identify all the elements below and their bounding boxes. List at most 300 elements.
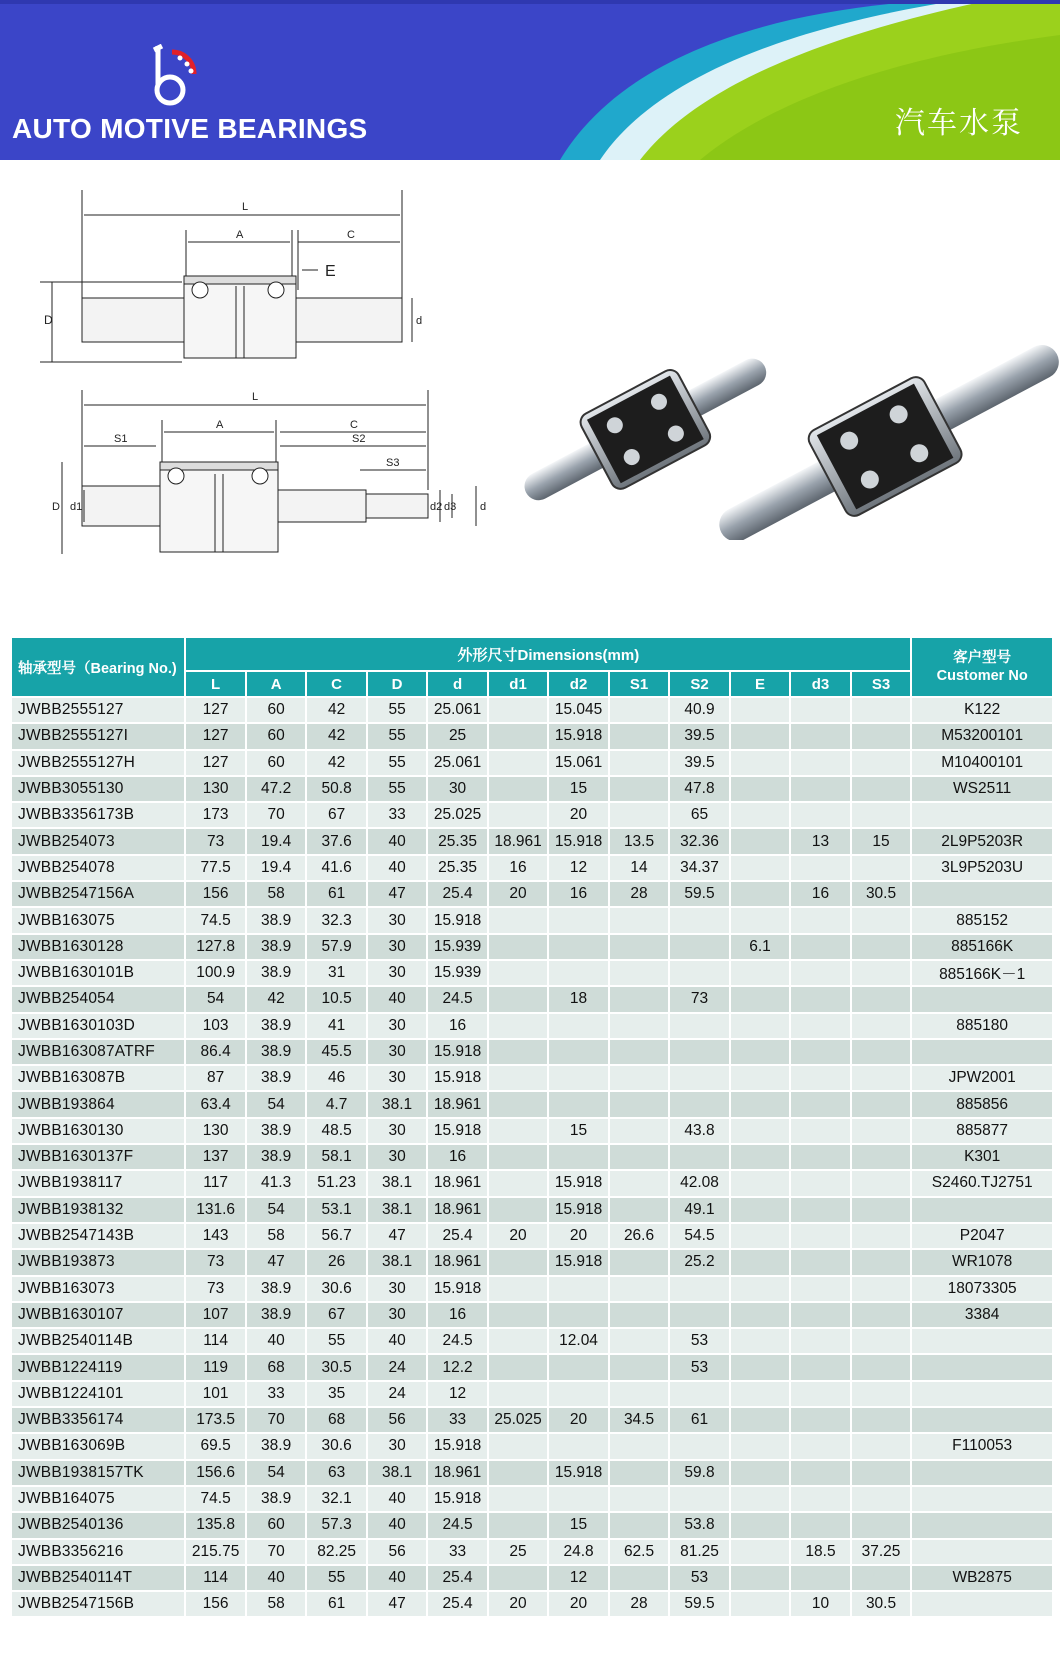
customer-no-cell: M10400101 [912, 751, 1052, 775]
dimension-cell: 156 [186, 882, 244, 906]
dimension-cell: 38.9 [247, 961, 305, 985]
table-row [12, 1277, 1052, 1301]
dimension-cell: 73 [186, 829, 244, 853]
customer-no-cell: 885877 [912, 1119, 1052, 1143]
dimension-cell: 53.1 [307, 1198, 365, 1222]
dimension-cell: 40 [368, 1566, 426, 1590]
dimension-cell [610, 751, 668, 775]
dimension-cell: 60 [247, 1513, 305, 1537]
dimension-cell [852, 1014, 911, 1038]
customer-no-cell [912, 1198, 1052, 1222]
dimension-cell: 20 [549, 1224, 607, 1248]
dimension-cell: 15.918 [549, 1250, 607, 1274]
dimension-cell: 25.4 [428, 1592, 486, 1616]
dimension-cell [489, 1014, 547, 1038]
bearing-model-cell: JWBB163087ATRF [12, 1040, 184, 1064]
dimension-cell [731, 1329, 789, 1353]
dimension-cell [489, 1303, 547, 1327]
dimension-cell: 15 [852, 829, 911, 853]
dimension-cell [852, 1198, 911, 1222]
bearing-model-cell: JWBB254054 [12, 987, 184, 1011]
dimension-cell: 15.918 [549, 1198, 607, 1222]
dimension-cell [852, 1408, 911, 1432]
dimension-cell [852, 803, 911, 827]
dimension-cell: 32.36 [670, 829, 728, 853]
dimension-cell [610, 1461, 668, 1485]
dimension-cell: 15.918 [549, 724, 607, 748]
dimension-cell: 18.961 [428, 1198, 486, 1222]
dimension-cell: 25.4 [428, 1566, 486, 1590]
customer-no-cell: 885166K－1 [912, 961, 1052, 985]
dimension-cell [852, 1277, 911, 1301]
dimension-cell [791, 856, 849, 880]
dimension-cell: 173 [186, 803, 244, 827]
dimension-cell: 127.8 [186, 935, 244, 959]
dimension-cell: 15.918 [428, 1066, 486, 1090]
dimension-cell [670, 1382, 728, 1406]
dimension-cell: 40 [247, 1329, 305, 1353]
customer-no-cell: K301 [912, 1145, 1052, 1169]
dimension-cell [731, 1355, 789, 1379]
dimension-cell [610, 777, 668, 801]
dimension-cell: 15.918 [428, 1277, 486, 1301]
customer-no-cell: WS2511 [912, 777, 1052, 801]
dimension-cell: 15 [549, 777, 607, 801]
dimension-cell [731, 1145, 789, 1169]
dimension-cell: 63 [307, 1461, 365, 1485]
dimension-cell [731, 1066, 789, 1090]
dimension-cell [610, 961, 668, 985]
dimension-cell [489, 698, 547, 722]
dimension-cell [489, 803, 547, 827]
dimension-cell: 107 [186, 1303, 244, 1327]
dimension-cell: 49.1 [670, 1198, 728, 1222]
dimension-cell [489, 1513, 547, 1537]
dimension-cell: 24.5 [428, 1329, 486, 1353]
dimension-cell [852, 1461, 911, 1485]
dimension-cell: 63.4 [186, 1092, 244, 1116]
dimension-cell [852, 1382, 911, 1406]
customer-no-cell [912, 1355, 1052, 1379]
customer-no-cell: 885166K [912, 935, 1052, 959]
dimension-cell [489, 777, 547, 801]
dimension-cell: 38.9 [247, 1487, 305, 1511]
dimension-cell: 60 [247, 751, 305, 775]
dimension-cell: 39.5 [670, 751, 728, 775]
bearing-model-cell: JWBB2540114T [12, 1566, 184, 1590]
table-row [12, 1303, 1052, 1327]
dimension-cell: 47 [368, 1224, 426, 1248]
bearing-model-cell: JWBB1630101B [12, 961, 184, 985]
dimension-cell [489, 1119, 547, 1143]
dimension-cell: 70 [247, 803, 305, 827]
table-row [12, 777, 1052, 801]
bearing-model-cell: JWBB1938117 [12, 1171, 184, 1195]
dimension-cell: 18.961 [428, 1092, 486, 1116]
dimension-cell [670, 1487, 728, 1511]
dimension-cell: 117 [186, 1171, 244, 1195]
svg-text:d: d [416, 315, 423, 327]
svg-text:d3: d3 [444, 501, 457, 513]
dimension-cell: 33 [368, 803, 426, 827]
bearing-model-cell: JWBB2540114B [12, 1329, 184, 1353]
dimension-cell: 57.9 [307, 935, 365, 959]
bearing-model-cell: JWBB3055130 [12, 777, 184, 801]
dimension-cell: 135.8 [186, 1513, 244, 1537]
dimension-cell: 34.5 [610, 1408, 668, 1432]
dimension-cell: 14 [610, 856, 668, 880]
bearing-model-cell: JWBB3356173B [12, 803, 184, 827]
dimension-cell: 55 [307, 1329, 365, 1353]
dimension-cell: 25.061 [428, 751, 486, 775]
dimension-cell [731, 698, 789, 722]
dimension-cell: 15 [549, 1513, 607, 1537]
table-row [12, 751, 1052, 775]
dimension-cell: 12 [428, 1382, 486, 1406]
dimension-cell [852, 987, 911, 1011]
dimension-cell: 16 [489, 856, 547, 880]
dimension-cell [610, 1145, 668, 1169]
dimension-cell: 25.025 [428, 803, 486, 827]
dimension-cell: 100.9 [186, 961, 244, 985]
dimension-cell [549, 1014, 607, 1038]
dimension-cell: 38.9 [247, 1434, 305, 1458]
customer-no-cell [912, 803, 1052, 827]
dimension-cell [852, 1434, 911, 1458]
dimension-cell [489, 1461, 547, 1485]
dimension-cell: 46 [307, 1066, 365, 1090]
dimension-cell: 42.08 [670, 1171, 728, 1195]
dimension-cell: 61 [307, 1592, 365, 1616]
dimension-cell [852, 856, 911, 880]
table-row [12, 1171, 1052, 1195]
dimension-cell [731, 1250, 789, 1274]
dimension-cell [670, 1145, 728, 1169]
table-row [12, 1145, 1052, 1169]
dimension-cell [549, 1434, 607, 1458]
customer-no-cell [912, 1487, 1052, 1511]
dimension-cell [791, 987, 849, 1011]
dimension-cell: 30 [368, 1066, 426, 1090]
dimension-cell: 55 [368, 777, 426, 801]
dimension-cell: 86.4 [186, 1040, 244, 1064]
dimension-cell: 30 [368, 1014, 426, 1038]
dimension-cell: 26.6 [610, 1224, 668, 1248]
dimension-cell [549, 1145, 607, 1169]
dimension-cell: 47 [368, 882, 426, 906]
dimension-cell: 15.918 [549, 1171, 607, 1195]
dimension-cell [489, 751, 547, 775]
bearing-model-cell: JWBB3356216 [12, 1540, 184, 1564]
dimension-cell: 137 [186, 1145, 244, 1169]
dimension-cell [731, 1382, 789, 1406]
bearing-model-cell: JWBB193864 [12, 1092, 184, 1116]
header-customer-cn: 客户型号 [953, 650, 1012, 666]
dimension-cell [610, 1092, 668, 1116]
dimension-cell: 19.4 [247, 856, 305, 880]
dimension-cell: 4.7 [307, 1092, 365, 1116]
dimension-cell [489, 961, 547, 985]
dimension-cell [489, 1250, 547, 1274]
dimension-cell: 58 [247, 1592, 305, 1616]
dimension-cell: 18.961 [489, 829, 547, 853]
dimension-cell [731, 1408, 789, 1432]
dimension-cell: 40 [247, 1566, 305, 1590]
dimension-cell [791, 698, 849, 722]
dimension-cell: 19.4 [247, 829, 305, 853]
dimension-cell: 15.918 [428, 1040, 486, 1064]
dimension-cell [791, 1040, 849, 1064]
dimension-cell: 33 [247, 1382, 305, 1406]
dimension-cell [670, 1014, 728, 1038]
dimension-cell [731, 1014, 789, 1038]
bearing-model-cell: JWBB163073 [12, 1277, 184, 1301]
dimension-cell [549, 961, 607, 985]
dimension-cell [489, 1566, 547, 1590]
dimension-cell: 47.2 [247, 777, 305, 801]
dimension-cell [852, 1040, 911, 1064]
svg-text:d1: d1 [70, 501, 83, 513]
dimension-cell: 127 [186, 698, 244, 722]
dimension-cell: 40 [368, 1513, 426, 1537]
dimension-cell: 55 [307, 1566, 365, 1590]
dimension-cell [670, 1277, 728, 1301]
table-row [12, 1566, 1052, 1590]
dimension-cell: 38.1 [368, 1171, 426, 1195]
dimension-cell: 61 [307, 882, 365, 906]
dimension-cell: 45.5 [307, 1040, 365, 1064]
dimension-cell: 58 [247, 882, 305, 906]
customer-no-cell: 3384 [912, 1303, 1052, 1327]
dimension-cell: 30.6 [307, 1434, 365, 1458]
dimension-cell [731, 882, 789, 906]
dimension-cell [731, 1566, 789, 1590]
dimension-cell: 70 [247, 1408, 305, 1432]
dimension-cell: 35 [307, 1382, 365, 1406]
dimension-cell [610, 1198, 668, 1222]
dimension-cell: 25 [489, 1540, 547, 1564]
dimension-cell [731, 1303, 789, 1327]
dimension-cell [489, 724, 547, 748]
dimension-cell: 24 [368, 1355, 426, 1379]
dimension-cell: 16 [428, 1145, 486, 1169]
dimension-cell: 25.2 [670, 1250, 728, 1274]
dimension-cell [670, 935, 728, 959]
dimension-cell: 16 [791, 882, 849, 906]
table-row [12, 987, 1052, 1011]
dimension-cell: 40 [368, 856, 426, 880]
table-row [12, 1329, 1052, 1353]
dimension-cell [791, 1303, 849, 1327]
customer-no-cell: 885180 [912, 1014, 1052, 1038]
dimension-cell: 12 [549, 856, 607, 880]
table-row [12, 1382, 1052, 1406]
header-customer-en: Customer No [936, 668, 1028, 684]
dimension-cell [852, 1566, 911, 1590]
svg-text:L: L [252, 391, 259, 403]
customer-no-cell: WR1078 [912, 1250, 1052, 1274]
dimension-cell: 10 [791, 1592, 849, 1616]
dimension-cell [852, 1171, 911, 1195]
dimension-cell: 54 [247, 1461, 305, 1485]
dimension-cell [610, 1487, 668, 1511]
dimension-cell: 25.35 [428, 856, 486, 880]
dimension-cell [852, 1224, 911, 1248]
dimension-cell [610, 1434, 668, 1458]
table-row [12, 1487, 1052, 1511]
dimension-cell: 215.75 [186, 1540, 244, 1564]
bearing-model-cell: JWBB1630128 [12, 935, 184, 959]
header-customer-no [912, 638, 1052, 696]
header-dimensions: 外形尺寸Dimensions(mm) [186, 638, 910, 670]
column-header: d3 [791, 672, 849, 696]
dimension-cell: 13.5 [610, 829, 668, 853]
dimension-cell: 55 [368, 698, 426, 722]
dimension-cell: 156.6 [186, 1461, 244, 1485]
dimension-cell: 30.5 [852, 1592, 911, 1616]
dimension-cell: 81.25 [670, 1540, 728, 1564]
bearing-dimension-diagram [0, 190, 520, 600]
dimension-cell: 30 [368, 1040, 426, 1064]
dimension-cell [852, 961, 911, 985]
bearing-model-cell: JWBB1224101 [12, 1382, 184, 1406]
dimension-cell [791, 1355, 849, 1379]
dimension-cell [791, 1277, 849, 1301]
customer-no-cell: JPW2001 [912, 1066, 1052, 1090]
dimension-cell: 38.9 [247, 908, 305, 932]
dimension-cell: 74.5 [186, 908, 244, 932]
table-row [12, 829, 1052, 853]
dimension-cell: 53 [670, 1329, 728, 1353]
customer-no-cell [912, 1513, 1052, 1537]
dimension-cell: 18 [549, 987, 607, 1011]
dimension-cell [731, 1461, 789, 1485]
dimension-cell: 25.061 [428, 698, 486, 722]
dimension-cell [852, 1066, 911, 1090]
column-header: d [428, 672, 486, 696]
dimension-cell [791, 1487, 849, 1511]
dimension-cell: 40 [368, 829, 426, 853]
bearing-model-cell: JWBB1630130 [12, 1119, 184, 1143]
dimension-cell: 47.8 [670, 777, 728, 801]
dimension-cell [731, 1198, 789, 1222]
dimension-cell [489, 1066, 547, 1090]
dimension-cell: 20 [549, 1408, 607, 1432]
dimension-cell: 20 [549, 1592, 607, 1616]
bearing-model-cell: JWBB1630137F [12, 1145, 184, 1169]
bearing-model-cell: JWBB2555127 [12, 698, 184, 722]
dimension-cell: 28 [610, 882, 668, 906]
dimension-cell: 65 [670, 803, 728, 827]
dimension-cell [610, 908, 668, 932]
dimension-cell: 33 [428, 1540, 486, 1564]
dimension-cell: 59.8 [670, 1461, 728, 1485]
dimension-cell: 15.918 [428, 1119, 486, 1143]
dimension-cell: 15.939 [428, 935, 486, 959]
dimension-cell: 61 [670, 1408, 728, 1432]
dimension-cell: 38.9 [247, 935, 305, 959]
dimension-cell: 20 [549, 803, 607, 827]
dimension-cell [791, 751, 849, 775]
dimension-cell: 74.5 [186, 1487, 244, 1511]
bearing-model-cell: JWBB1224119 [12, 1355, 184, 1379]
dimension-cell: 54.5 [670, 1224, 728, 1248]
column-header: C [307, 672, 365, 696]
dimension-cell: 15.918 [549, 829, 607, 853]
dimension-cell [791, 1566, 849, 1590]
dimension-cell: 30 [368, 1434, 426, 1458]
customer-no-cell [912, 1329, 1052, 1353]
bearing-model-cell: JWBB3356174 [12, 1408, 184, 1432]
dimension-cell [852, 698, 911, 722]
dimension-cell: 56 [368, 1540, 426, 1564]
table-row [12, 882, 1052, 906]
customer-no-cell: 18073305 [912, 1277, 1052, 1301]
dimension-cell: 15.918 [428, 908, 486, 932]
dimension-cell [791, 935, 849, 959]
dimension-cell: 50.8 [307, 777, 365, 801]
dimension-cell [489, 1382, 547, 1406]
dimension-cell: 30 [428, 777, 486, 801]
column-header: d1 [489, 672, 547, 696]
brand-title: AUTO MOTIVE BEARINGS [12, 113, 368, 144]
dimension-cell: 24 [368, 1382, 426, 1406]
dimension-cell [670, 1434, 728, 1458]
dimension-cell: 38.1 [368, 1198, 426, 1222]
table-row [12, 1224, 1052, 1248]
dimension-cell: 114 [186, 1566, 244, 1590]
table-row [12, 1250, 1052, 1274]
dimension-cell [791, 1014, 849, 1038]
dimension-cell: 48.5 [307, 1119, 365, 1143]
dimension-cell: 67 [307, 803, 365, 827]
dimension-cell [610, 1303, 668, 1327]
dimension-cell: 32.3 [307, 908, 365, 932]
column-header: E [731, 672, 789, 696]
svg-text:D: D [44, 313, 53, 327]
dimension-cell: 39.5 [670, 724, 728, 748]
dimension-cell: 69.5 [186, 1434, 244, 1458]
dimension-cell [610, 1171, 668, 1195]
bearing-model-cell: JWBB193873 [12, 1250, 184, 1274]
dimension-cell [610, 987, 668, 1011]
dimension-cell [731, 1592, 789, 1616]
dimension-cell [791, 961, 849, 985]
dimension-cell [791, 1461, 849, 1485]
dimension-cell [610, 1566, 668, 1590]
dimension-cell [549, 1092, 607, 1116]
dimension-cell: 18.961 [428, 1171, 486, 1195]
table-row [12, 908, 1052, 932]
table-row [12, 856, 1052, 880]
dimension-cell [791, 803, 849, 827]
dimension-cell [670, 961, 728, 985]
column-header: L [186, 672, 244, 696]
bearing-spec-table [10, 636, 1054, 1618]
dimension-cell [610, 1329, 668, 1353]
table-row [12, 803, 1052, 827]
dimension-cell: 15 [549, 1119, 607, 1143]
dimension-cell [791, 1250, 849, 1274]
customer-no-cell [912, 1382, 1052, 1406]
dimension-cell [610, 1355, 668, 1379]
column-header: A [247, 672, 305, 696]
svg-text:S3: S3 [386, 457, 400, 469]
dimension-cell: 59.5 [670, 882, 728, 906]
table-row [12, 1434, 1052, 1458]
dimension-cell: 60 [247, 724, 305, 748]
dimension-cell [489, 1198, 547, 1222]
